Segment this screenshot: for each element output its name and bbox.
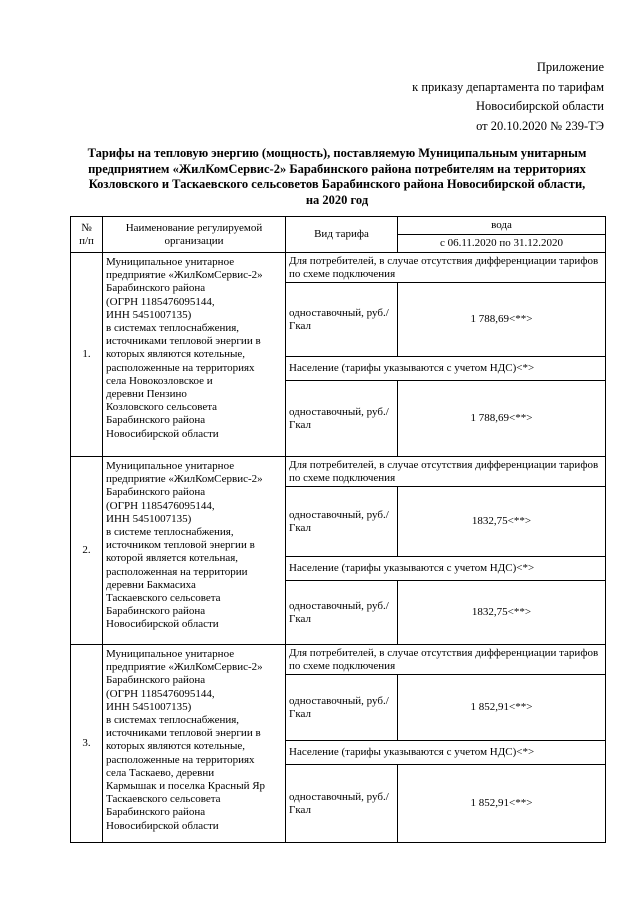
- org-line: ИНН 5451007135): [106, 700, 192, 713]
- org-line: которых являются котельные,: [106, 348, 246, 361]
- tariff-type-cell: одноставочный, руб./Гкал: [286, 581, 398, 645]
- consumers-group-label: Для потребителей, в случае отсутствия дифференциации тарифов по схеме подключения: [286, 253, 606, 283]
- org-line: Барабинского района: [106, 282, 206, 295]
- org-line: Таскаевского сельсовета: [106, 592, 221, 605]
- org-line: села Таскаево, деревни: [106, 766, 215, 779]
- header-org-line: Наименование регулируемой: [125, 221, 263, 234]
- table-row: [71, 645, 606, 675]
- org-line: предприятие «ЖилКомСервис-2»: [106, 269, 263, 282]
- tariff-value-cell: 1 852,91<**>: [398, 765, 606, 843]
- tariff-type-cell: одноставочный, руб./Гкал: [286, 381, 398, 457]
- appendix-line: Приложение: [536, 60, 604, 74]
- org-line: в системах теплоснабжения,: [106, 714, 240, 727]
- header-num-line: п/п: [79, 234, 94, 247]
- org-line: Таскаевского сельсовета: [106, 793, 221, 806]
- appendix-line: от 20.10.2020 № 239-ТЭ: [476, 118, 604, 133]
- header-period: с 06.11.2020 по 31.12.2020: [398, 235, 606, 253]
- row-number: 2.: [71, 457, 103, 645]
- appendix-block: [364, 58, 604, 136]
- org-line: Барабинского района: [106, 414, 206, 427]
- org-line: которых являются котельные,: [106, 740, 246, 753]
- org-line: Барабинского района: [106, 674, 206, 687]
- consumers-group-label: Для потребителей, в случае отсутствия дифференциации тарифов по схеме подключения: [286, 457, 606, 487]
- org-line: Барабинского района: [106, 806, 206, 819]
- org-line: Муниципальное унитарное: [106, 460, 235, 472]
- document-title: [70, 146, 604, 208]
- org-line: Козловского сельсовета: [106, 401, 218, 414]
- tariff-type-cell: одноставочный, руб./Гкал: [286, 675, 398, 741]
- consumers-group-label: Для потребителей, в случае отсутствия дифференциации тарифов по схеме подключения: [286, 645, 606, 675]
- header-num-cell: [71, 217, 103, 253]
- org-line: в системах теплоснабжения,: [106, 322, 240, 335]
- title-line: на 2020 год: [305, 192, 369, 207]
- org-line: источниками тепловой энергии в: [106, 335, 261, 348]
- org-line: Барабинского района: [106, 605, 206, 618]
- population-group-label: Население (тарифы указываются с учетом НДС)<*>: [286, 741, 606, 765]
- header-num-line: №: [81, 221, 92, 234]
- tariff-value-cell: 1 852,91<**>: [398, 675, 606, 741]
- organization-cell: [103, 253, 286, 457]
- org-line: Муниципальное унитарное: [106, 648, 235, 660]
- appendix-line: к приказу департамента по тарифам: [412, 79, 604, 94]
- org-line: Новосибирской области: [106, 819, 219, 832]
- org-line: расположенная на территории: [106, 565, 248, 578]
- org-line: в системе теплоснабжения,: [106, 526, 234, 539]
- tariff-value-cell: 1 788,69<**>: [398, 283, 606, 357]
- org-line: (ОГРН 1185476095144,: [106, 499, 215, 512]
- org-line: источниками тепловой энергии в: [106, 727, 261, 740]
- title-line: предприятием «ЖилКомСервис-2» Барабинского района потребителям на территориях: [88, 161, 586, 176]
- tariff-type-cell: одноставочный, руб./Гкал: [286, 283, 398, 357]
- org-line: Барабинского района: [106, 486, 206, 499]
- org-line: ИНН 5451007135): [106, 512, 192, 525]
- tariff-value-cell: 1832,75<**>: [398, 581, 606, 645]
- header-org-cell: [103, 217, 286, 253]
- header-water: вода: [398, 217, 606, 235]
- header-org-line: организации: [164, 234, 224, 247]
- org-line: Муниципальное унитарное: [106, 256, 235, 268]
- org-line: Кармышак и поселка Красный Яр: [106, 780, 266, 793]
- org-line: Новосибирской области: [106, 618, 219, 631]
- table-row: [71, 253, 606, 283]
- tariff-type-cell: одноставочный, руб./Гкал: [286, 487, 398, 557]
- org-line: ИНН 5451007135): [106, 308, 192, 321]
- org-line: Новосибирской области: [106, 427, 219, 440]
- title-line: Тарифы на тепловую энергию (мощность), поставляемую Муниципальным унитарным: [87, 146, 587, 160]
- appendix-line: Новосибирской области: [475, 99, 604, 113]
- org-line: предприятие «ЖилКомСервис-2»: [106, 661, 263, 674]
- org-line: которой является котельная,: [106, 552, 239, 565]
- population-group-label: Население (тарифы указываются с учетом НДС)<*>: [286, 557, 606, 581]
- org-line: расположенные на территориях: [106, 753, 255, 766]
- org-line: села Новокозловское и: [106, 374, 213, 387]
- title-line: Козловского и Таскаевского сельсоветов Барабинского района Новосибирской области,: [88, 177, 586, 191]
- org-line: (ОГРН 1185476095144,: [106, 295, 215, 308]
- row-number: 3.: [71, 645, 103, 843]
- org-line: (ОГРН 1185476095144,: [106, 687, 215, 700]
- org-line: деревни Пензино: [106, 388, 187, 401]
- org-line: источником тепловой энергии в: [106, 539, 255, 552]
- table-row: [71, 457, 606, 487]
- population-group-label: Население (тарифы указываются с учетом НДС)<*>: [286, 357, 606, 381]
- row-number: 1.: [71, 253, 103, 457]
- tariff-type-cell: одноставочный, руб./Гкал: [286, 765, 398, 843]
- org-line: расположенные на территориях: [106, 361, 255, 374]
- org-line: деревни Бакмасиха: [106, 578, 196, 591]
- tariff-value-cell: 1832,75<**>: [398, 487, 606, 557]
- tariff-value-cell: 1 788,69<**>: [398, 381, 606, 457]
- organization-cell: [103, 457, 286, 645]
- header-tariff-type: Вид тарифа: [286, 217, 398, 253]
- tariffs-table: [70, 216, 606, 843]
- organization-cell: [103, 645, 286, 843]
- org-line: предприятие «ЖилКомСервис-2»: [106, 473, 263, 486]
